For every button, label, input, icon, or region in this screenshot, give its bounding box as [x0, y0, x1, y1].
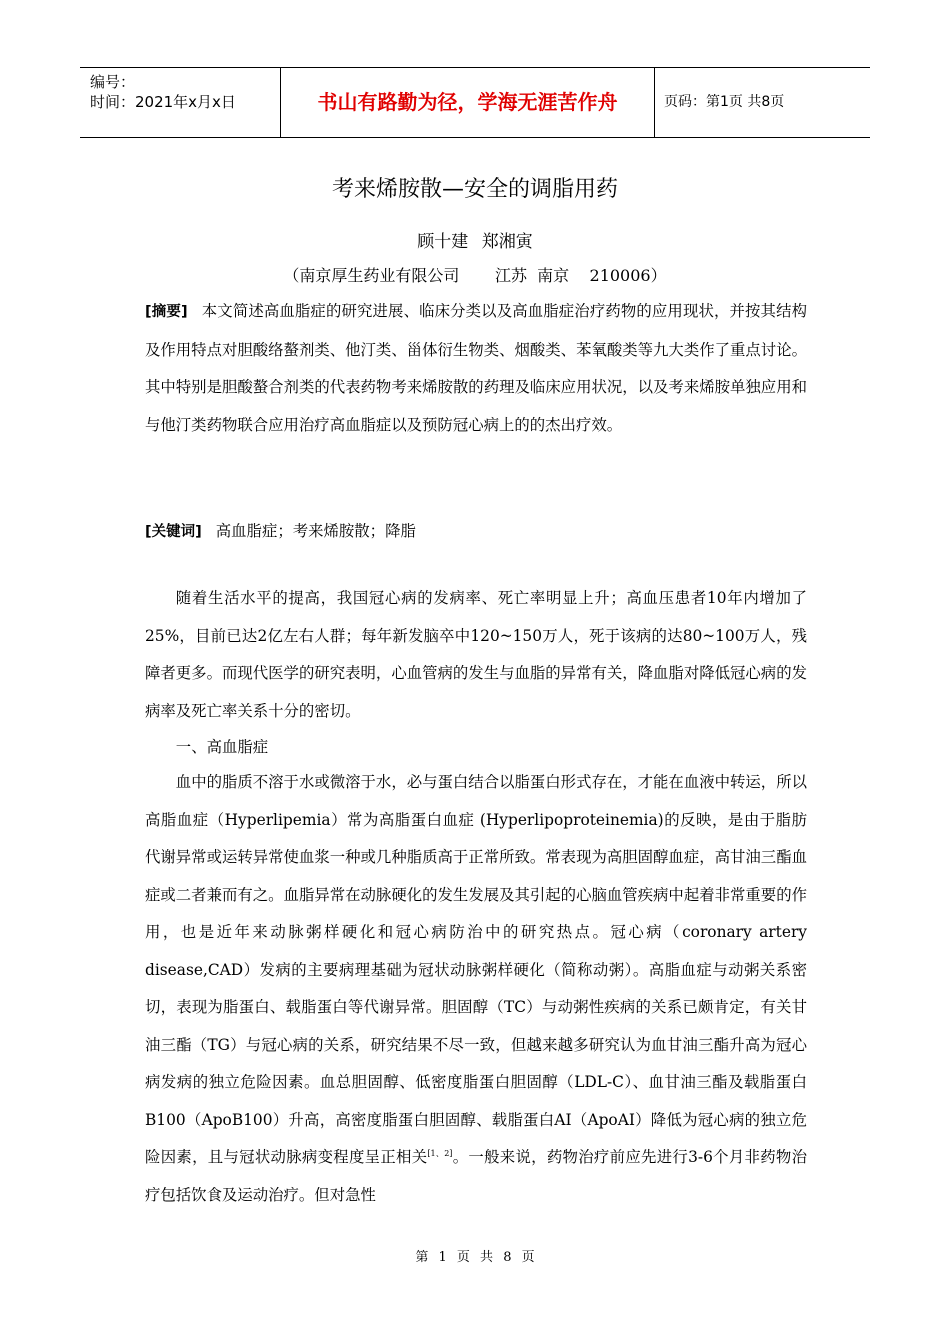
paragraph-text: 血中的脂质不溶于水或微溶于水，必与蛋白结合以脂蛋白形式存在，才能在血液中转运，所以高脂血症（Hyperlipemia）常为高脂蛋白血症 (Hyperlipoproteinemia)的反映，是由于脂肪代谢异常或运转异常使血浆一种或几种脂质高于正常所致。常表现为高胆固醇血症，高甘油三酯血症或二者兼而有之。血脂异常在动脉硬化的发生发展及其引起的心脑血管疾病中起着非常重要的作用，也是近年来动脉粥样硬化和冠心病防治中的研究热点。冠心病（coronary artery disease,CAD）发病的主要病理基础为冠状动脉粥样硬化（简称动粥）。高脂血症与动粥关系密切，表现为脂蛋白、载脂蛋白等代谢异常。胆固醇（TC）与动粥性疾病的关系已颇肯定，有关甘油三酯（TG）与冠心病的关系，研究结果不尽一致，但越来越多研究认为血甘油三酯升高为冠心病发病的独立危险因素。血总胆固醇、低密度脂蛋白胆固醇（LDL-C）、血甘油三酯及载脂蛋白B100（ApoB100）升高，高密度脂蛋白胆固醇、载脂蛋白AI（ApoAI）降低为冠心病的独立危险因素，且与冠状动脉病变程度呈正相关: [145, 773, 807, 1166]
header-motto: 书山有路勤为径，学海无涯苦作舟: [281, 68, 655, 137]
citation-ref: [1、2]: [427, 1149, 453, 1158]
keywords-label: [关键词]: [145, 524, 202, 540]
document-title: 考来烯胺散—安全的调脂用药: [331, 177, 618, 202]
body-paragraph-1: 随着生活水平的提高，我国冠心病的发病率、死亡率明显上升；高血压患者10年内增加了25%，目前已达2亿左右人群；每年新发脑卒中120~150万人，死于该病的达80~100万人，残障者更多。而现代医学的研究表明，心血管病的发生与血脂的异常有关，降血脂对降低冠心病的发病率及死亡率关系十分的密切。: [145, 589, 807, 720]
document-date: 时间：2021年x月x日: [90, 93, 236, 111]
affiliation: （南京厚生药业有限公司 江苏 南京 210006）: [283, 266, 667, 285]
abstract-text: 本文简述高血脂症的研究进展、临床分类以及高血脂症治疗药物的应用现状，并按其结构及作用特点对胆酸络螯剂类、他汀类、甾体衍生物类、烟酸类、苯氧酸类等九大类作了重点讨论。其中特别是胆酸螯合剂类的代表药物考来烯胺散的药理及临床应用状况，以及考来烯胺单独应用和与他汀类药物联合应用治疗高血脂症以及预防冠心病上的的杰出疗效。: [145, 302, 807, 434]
abstract: [145, 293, 807, 444]
page-header: [80, 67, 870, 138]
body-paragraph-2: [145, 764, 807, 1214]
keywords: [145, 513, 807, 552]
paragraph-text-continued: 。一般来说，药物治疗前应先进行3-6个月非药物治疗包括饮食及运动治疗。但对急性: [145, 1148, 807, 1204]
header-meta: [80, 68, 281, 137]
page-footer: 第 1 页 共 8 页: [415, 1250, 535, 1265]
document-number: 编号：: [90, 73, 136, 91]
section-heading-1: 一、高血脂症: [175, 738, 269, 756]
keywords-text: 高血脂症；考来烯胺散；降脂: [215, 522, 416, 540]
header-page-info: 页码：第1页 共8页: [664, 94, 785, 110]
authors: 顾十建 郑湘寅: [417, 232, 533, 252]
abstract-label: [摘要]: [145, 304, 188, 320]
